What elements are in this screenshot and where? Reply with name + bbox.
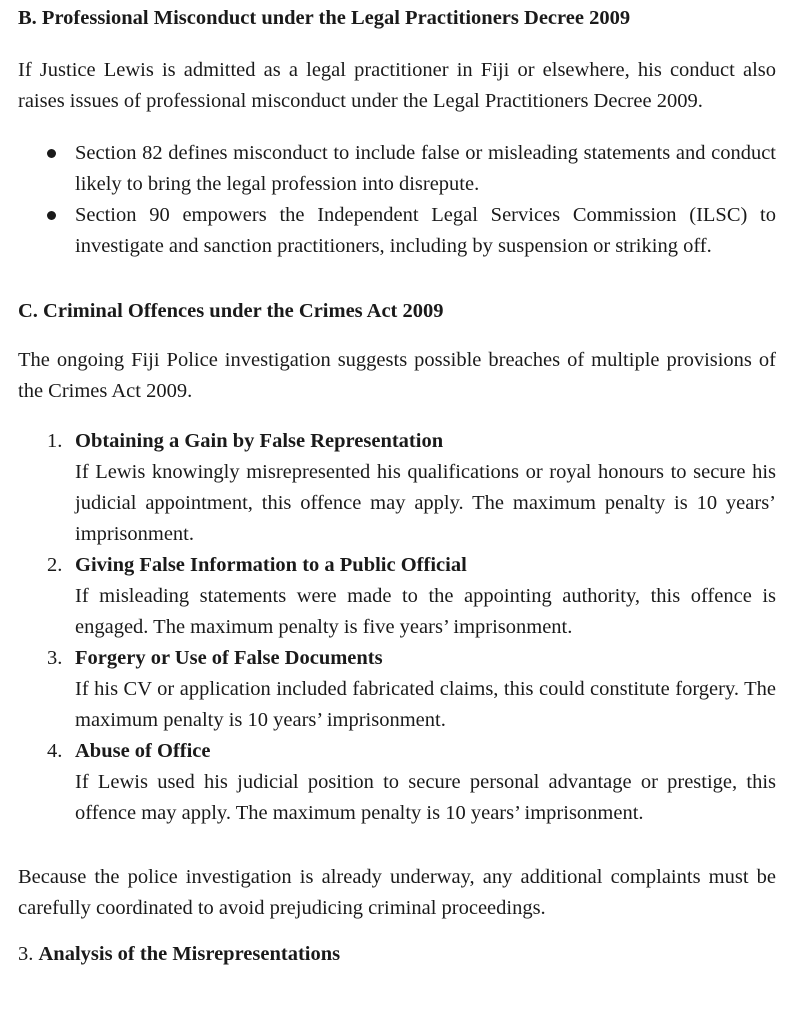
section-3-title: Analysis of the Misrepresentations [38, 943, 341, 965]
offence-item [47, 426, 776, 550]
bullet-text: Section 82 defines misconduct to include false or misleading statements and conduct likely to bring the legal profession into disrepute. [75, 142, 776, 195]
offence-body: If misleading statements were made to the appointing authority, this offence is engaged. The maximum penalty is five years’ imprisonment. [75, 585, 776, 638]
offence-title: Forgery or Use of False Documents [75, 647, 383, 669]
offence-number: 1. [47, 430, 63, 452]
bullet-text: Section 90 empowers the Independent Legal Services Commission (ILSC) to investigate and sanction practitioners, including by suspension or striking off. [75, 204, 776, 257]
bullet-item [75, 200, 776, 262]
section-c-closing: Because the police investigation is already underway, any additional complaints must be carefully coordinated to avoid prejudicing criminal proceedings. [18, 866, 776, 919]
offence-list [18, 426, 776, 829]
offence-item [47, 550, 776, 643]
bullet-item [75, 138, 776, 200]
offence-item [47, 643, 776, 736]
section-3-number: 3. [18, 943, 34, 965]
bullet-dot-icon [47, 149, 56, 158]
document-page [18, 0, 776, 970]
section-c-intro: The ongoing Fiji Police investigation suggests possible breaches of multiple provisions of the Crimes Act 2009. [18, 349, 776, 402]
offence-item [47, 736, 776, 829]
section-c-heading: C. Criminal Offences under the Crimes Act 2009 [18, 300, 444, 322]
offence-body: If Lewis used his judicial position to secure personal advantage or prestige, this offence may apply. The maximum penalty is 10 years’ imprisonment. [75, 771, 776, 824]
section-b-heading: B. Professional Misconduct under the Legal Practitioners Decree 2009 [18, 7, 631, 29]
offence-body: If Lewis knowingly misrepresented his qualifications or royal honours to secure his judicial appointment, this offence may apply. The maximum penalty is 10 years’ imprisonment. [75, 461, 776, 545]
bullet-dot-icon [47, 211, 56, 220]
offence-number: 4. [47, 740, 63, 762]
offence-number: 2. [47, 554, 63, 576]
offence-title: Giving False Information to a Public Official [75, 554, 467, 576]
offence-title: Abuse of Office [75, 740, 211, 762]
section-3-heading [18, 939, 776, 970]
offence-body: If his CV or application included fabricated claims, this could constitute forgery. The maximum penalty is 10 years’ imprisonment. [75, 678, 776, 731]
section-b-intro: If Justice Lewis is admitted as a legal practitioner in Fiji or elsewhere, his conduct also raises issues of professional misconduct under the Legal Practitioners Decree 2009. [18, 59, 776, 112]
offence-number: 3. [47, 647, 63, 669]
section-b-bullet-list [18, 138, 776, 262]
offence-title: Obtaining a Gain by False Representation [75, 430, 444, 452]
